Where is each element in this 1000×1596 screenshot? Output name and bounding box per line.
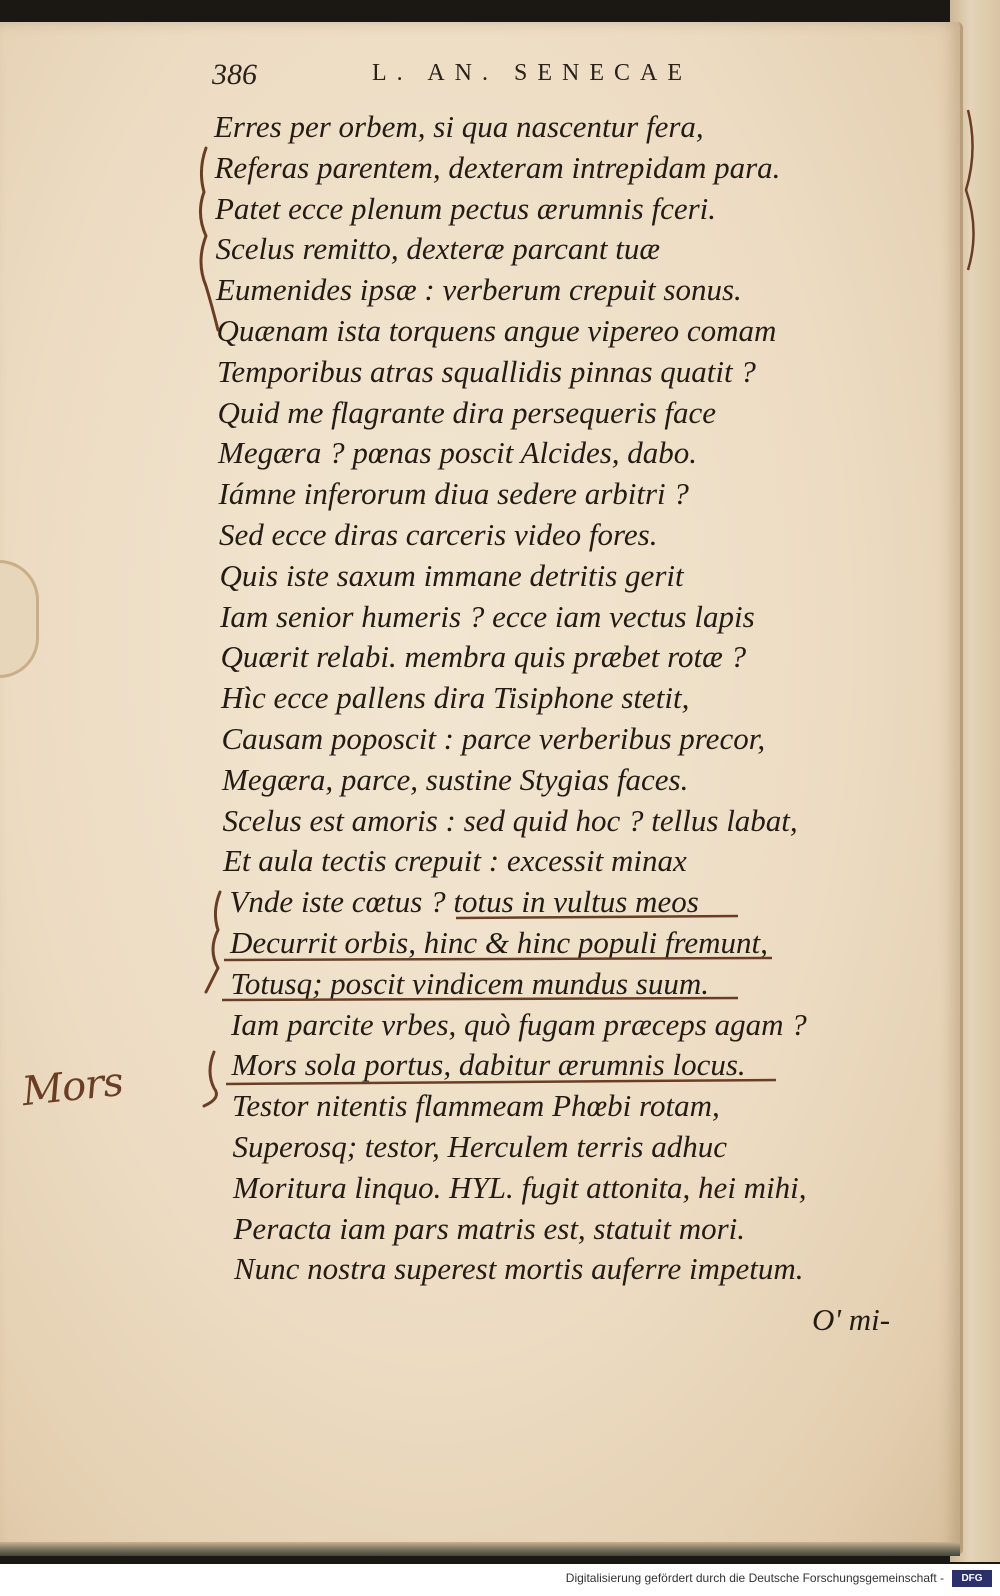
page-number: 386 — [212, 58, 257, 91]
verse-line: Mors sola portus, dabitur ærumnis locus. — [231, 1047, 746, 1083]
underline-2 — [224, 958, 772, 960]
verse-line: Causam poposcit : parce verberibus precor, — [221, 721, 766, 756]
verse-line: Vnde iste cœtus ? totus in vultus meos — [229, 884, 699, 920]
verse-line: Iam parcite vrbes, quò fugam præceps agam ? — [231, 1006, 807, 1042]
margin-flourish-right — [966, 110, 974, 270]
underline-3 — [222, 998, 738, 1000]
marginal-note: Mors — [19, 1058, 125, 1116]
bracket-mark-bottom — [204, 1052, 216, 1106]
catchword: O' mi- — [812, 1302, 891, 1337]
verse-line: Peracta iam pars matris est, statuit mori. — [233, 1210, 746, 1246]
verse-line: Et aula tectis crepuit : excessit minax — [223, 843, 687, 879]
verse-line: Eumenides ipsæ : verberum crepuit sonus. — [216, 272, 742, 308]
verse-line: Erres per orbem, si qua nascentur fera, — [214, 109, 704, 144]
verse-line: Quid me flagrante dira persequeris face — [217, 394, 717, 430]
verse-line: Quænam ista torquens angue vipereo comam — [216, 313, 777, 348]
underline-4 — [226, 1080, 776, 1084]
verse-line: Nunc nostra superest mortis auferre impetum. — [234, 1251, 804, 1287]
verse-line: Patet ecce plenum pectus ærumnis fceri. — [215, 190, 717, 226]
bracket-mark-middle — [206, 892, 220, 992]
verse-line: Sed ecce diras carceris video fores. — [219, 517, 658, 552]
verse-line: Moritura linquo. HYL. fugit attonita, hei mihi, — [233, 1169, 807, 1205]
verse-line: Scelus est amoris : sed quid hoc ? tellus labat, — [222, 802, 798, 838]
verse-line: Iam senior humeris ? ecce iam vectus lapis — [220, 598, 755, 634]
verse-line: Temporibus atras squallidis pinnas quatit ? — [217, 353, 756, 389]
verse-line: Megæra, parce, sustine Stygias faces. — [222, 761, 689, 797]
verse-line: Decurrit orbis, hinc & hinc populi fremunt, — [230, 925, 768, 960]
verse-line: Scelus remitto, dexteræ parcant tuæ — [215, 231, 661, 267]
verse-line: Quærit relabi. membra quis præbet rotæ ? — [220, 639, 747, 675]
verse-line: Referas parentem, dexteram intrepidam para. — [214, 149, 781, 185]
verse-line: Superosq; testor, Herculem terris adhuc — [232, 1129, 728, 1164]
dfg-logo: DFG — [952, 1570, 992, 1587]
verse-line: Quis iste saxum immane detritis gerit — [219, 557, 684, 593]
verse-line: Megæra ? pœnas poscit Alcides, dabo. — [218, 435, 698, 471]
bracket-mark-top — [200, 148, 218, 330]
verse-line: Testor nitentis flammeam Phœbi rotam, — [232, 1088, 720, 1124]
underline-1 — [456, 916, 738, 918]
verse-line: Hìc ecce pallens dira Tisiphone stetit, — [221, 680, 690, 716]
footer-bar — [0, 1564, 1000, 1596]
running-title: L. AN. SENECAE — [372, 60, 692, 86]
verse-line: Iámne inferorum diua sedere arbitri ? — [218, 476, 689, 512]
dfg-credit: Digitalisierung gefördert durch die Deutsche Forschungsgemeinschaft - — [565, 1571, 944, 1585]
verse-line: Totusq; poscit vindicem mundus suum. — [230, 965, 709, 1001]
